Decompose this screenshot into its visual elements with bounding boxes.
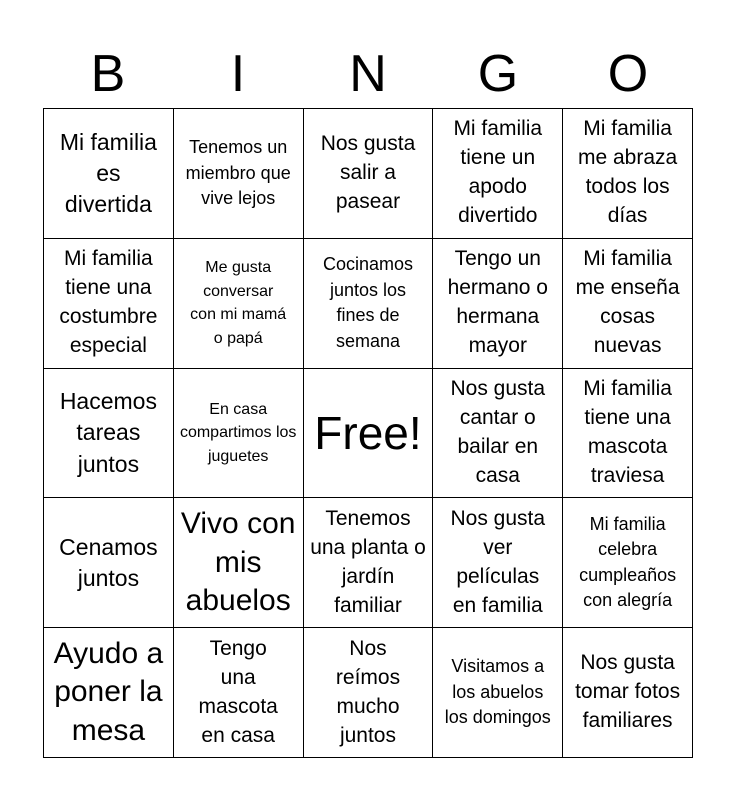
- bingo-cell[interactable]: [174, 369, 304, 499]
- cell-text: Mi familia me enseña cosas nuevas: [575, 247, 680, 358]
- cell-text: Mi familia es divertida: [59, 128, 157, 218]
- bingo-cell[interactable]: [433, 628, 563, 758]
- free-space-label: Free!: [314, 406, 422, 459]
- bingo-cell[interactable]: [304, 239, 434, 369]
- cell-text: Visitamos a los abuelos los domingos: [444, 656, 551, 728]
- bingo-cell[interactable]: [174, 239, 304, 369]
- bingo-cell[interactable]: [174, 628, 304, 758]
- cell-text: Mi familia me abraza todos los días: [577, 117, 678, 228]
- cell-text: Nos reímos mucho juntos: [335, 636, 401, 747]
- header-letter-o: O: [607, 45, 649, 103]
- cell-text: Tengo un hermano o hermana mayor: [447, 247, 548, 358]
- bingo-cell[interactable]: [44, 498, 174, 628]
- bingo-cell[interactable]: [44, 239, 174, 369]
- cell-text: Me gusta conversar con mi mamá o papá: [190, 259, 287, 347]
- bingo-cell[interactable]: [563, 498, 693, 628]
- bingo-cell[interactable]: [433, 369, 563, 499]
- bingo-cell[interactable]: [433, 109, 563, 239]
- cell-text: Vivo con mis abuelos: [180, 507, 296, 617]
- cell-text: Tenemos un miembro que vive lejos: [185, 137, 291, 209]
- bingo-grid: [43, 108, 693, 758]
- header-letter-b: B: [90, 45, 126, 103]
- cell-text: Hacemos tareas juntos: [59, 388, 157, 477]
- header-letter-g: G: [477, 45, 519, 103]
- bingo-cell[interactable]: [44, 109, 174, 239]
- bingo-cell[interactable]: [563, 109, 693, 239]
- bingo-header: [43, 40, 693, 108]
- cell-text: Tenemos una planta o jardín familiar: [310, 506, 426, 617]
- cell-text: En casa compartimos los juguetes: [179, 400, 297, 465]
- bingo-cell[interactable]: [174, 498, 304, 628]
- cell-text: Cocinamos juntos los fines de semana: [322, 254, 413, 351]
- cell-text: Mi familia tiene un apodo divertido: [453, 117, 543, 228]
- bingo-cell[interactable]: [563, 369, 693, 499]
- bingo-cell[interactable]: [304, 628, 434, 758]
- cell-text: Cenamos juntos: [59, 533, 158, 591]
- cell-text: Tengo una mascota en casa: [198, 636, 278, 747]
- bingo-cell[interactable]: [433, 498, 563, 628]
- cell-text: Nos gusta tomar fotos familiares: [575, 651, 681, 733]
- bingo-cell[interactable]: [44, 628, 174, 758]
- cell-text: Mi familia tiene una costumbre especial: [59, 247, 158, 358]
- bingo-cell[interactable]: [433, 239, 563, 369]
- bingo-cell[interactable]: [304, 498, 434, 628]
- header-letter-n: N: [349, 45, 387, 103]
- cell-text: Nos gusta salir a pasear: [320, 131, 416, 213]
- cell-text: Ayudo a poner la mesa: [53, 637, 164, 747]
- bingo-cell[interactable]: [304, 109, 434, 239]
- free-space[interactable]: [304, 369, 434, 499]
- cell-text: Nos gusta cantar o bailar en casa: [450, 377, 546, 487]
- bingo-cell[interactable]: [174, 109, 304, 239]
- header-letter-i: I: [230, 45, 246, 103]
- cell-text: Nos gusta ver películas en familia: [450, 506, 546, 617]
- bingo-cell[interactable]: [563, 239, 693, 369]
- bingo-cell[interactable]: [44, 369, 174, 499]
- bingo-cell[interactable]: [563, 628, 693, 758]
- cell-text: Mi familia celebra cumpleaños con alegría: [579, 513, 677, 611]
- cell-text: Mi familia tiene una mascota traviesa: [583, 377, 672, 487]
